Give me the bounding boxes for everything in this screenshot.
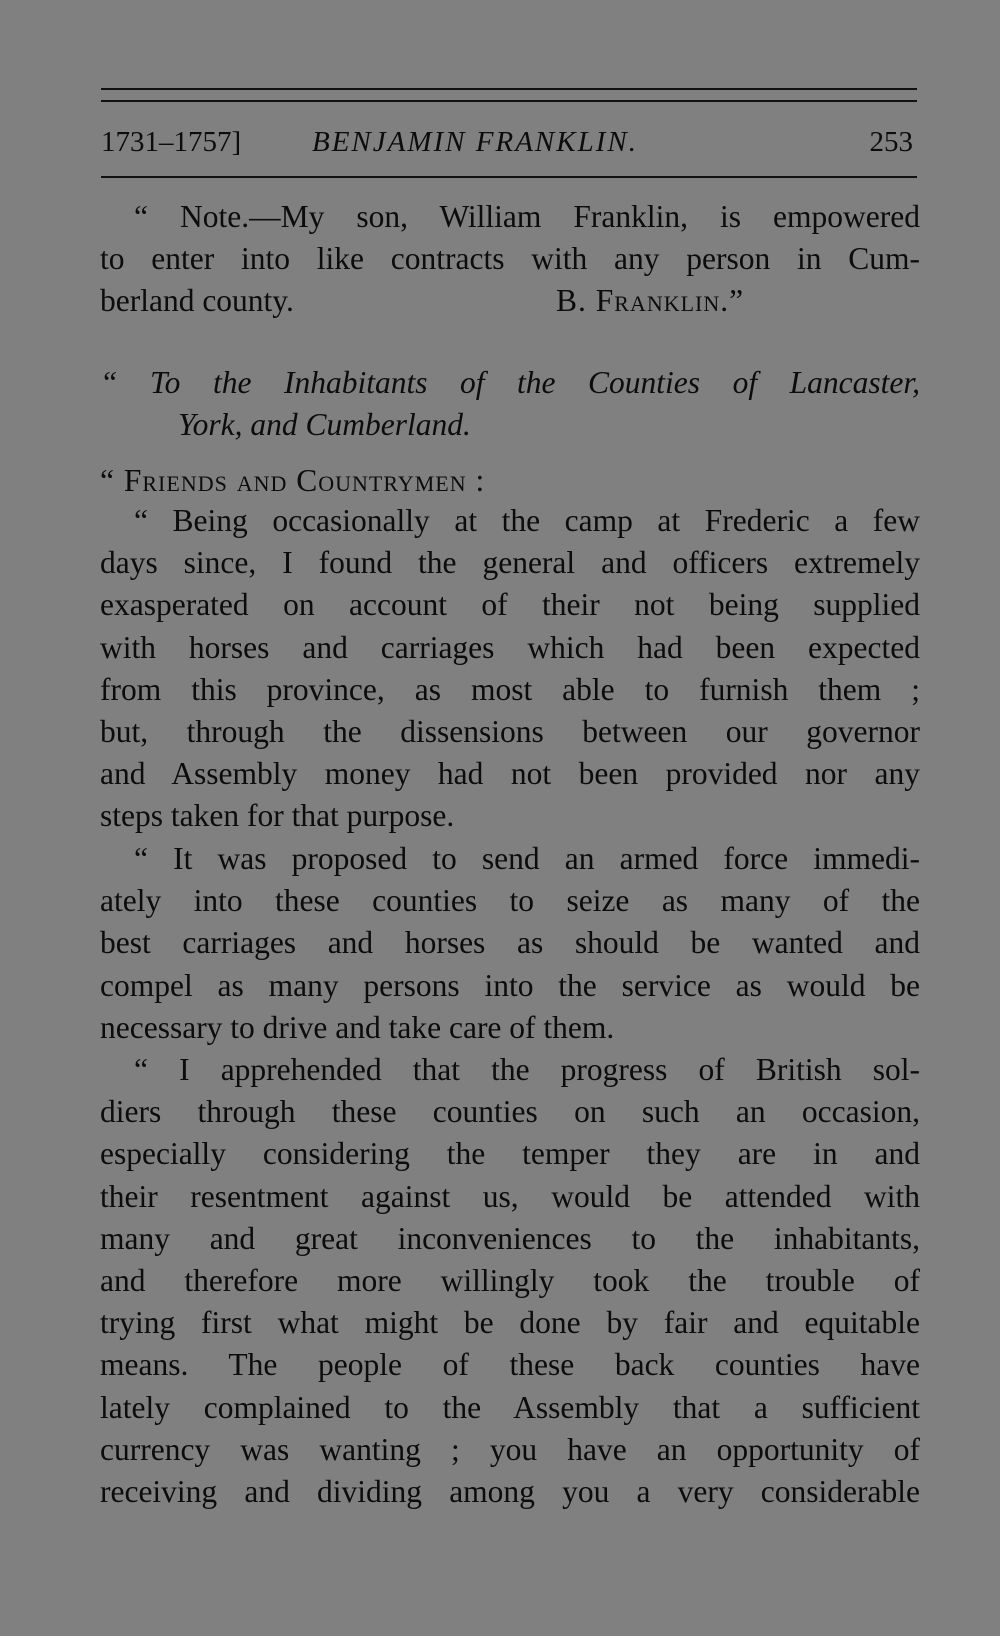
paragraph-line: best carriages and horses as should be wanted and: [100, 925, 920, 961]
paragraph-line: “ I apprehended that the progress of British sol-: [134, 1052, 920, 1087]
paragraph-line: their resentment against us, would be attended with: [100, 1178, 920, 1214]
address-heading: [100, 362, 920, 446]
body-paragraph-2: [100, 838, 920, 1049]
paragraph-line: but, through the dissensions between our governor: [100, 714, 920, 750]
top-rule-secondary: [101, 100, 917, 102]
paragraph-line: and therefore more willingly took the trouble of: [100, 1263, 920, 1299]
paragraph-line: trying first what might be done by fair and equitable: [100, 1305, 920, 1341]
paragraph-line: diers through these counties on such an occasion,: [100, 1094, 920, 1130]
running-head-years: 1731–1757]: [101, 126, 242, 158]
address-heading-line: “ To the Inhabitants of the Counties of Lancaster,: [100, 365, 920, 400]
paragraph-line: from this province, as most able to furnish them ;: [100, 671, 920, 707]
paragraph-line: currency was wanting ; you have an opportunity of: [100, 1431, 920, 1467]
paragraph-line: especially considering the temper they are in and: [100, 1136, 920, 1172]
paragraph-line: many and great inconveniences to the inhabitants,: [100, 1220, 920, 1256]
address-heading-line: York, and Cumberland.: [178, 407, 471, 443]
salutation: “ Friends and Countrymen :: [100, 463, 486, 498]
paragraph-line: exasperated on account of their not being supplied: [100, 587, 920, 623]
paragraph-line: necessary to drive and take care of them.: [100, 1009, 615, 1045]
paragraph-line: “ It was proposed to send an armed force immedi-: [134, 841, 920, 876]
note-paragraph: [100, 196, 920, 323]
body-paragraph-1: [100, 500, 920, 838]
paragraph-line: lately complained to the Assembly that a sufficient: [100, 1389, 920, 1425]
paragraph-line: compel as many persons into the service as would be: [100, 967, 920, 1003]
paragraph-line: “ Being occasionally at the camp at Frederic a few: [134, 503, 920, 538]
note-line: berland county.: [100, 283, 294, 319]
header-rule: [101, 176, 917, 178]
note-line: to enter into like contracts with any person in Cum-: [100, 241, 920, 277]
paragraph-line: days since, I found the general and officers extremely: [100, 545, 920, 581]
paragraph-line: receiving and dividing among you a very considerable: [100, 1474, 920, 1510]
paragraph-line: with horses and carriages which had been expected: [100, 629, 920, 665]
running-head: [101, 122, 917, 162]
paragraph-line: and Assembly money had not been provided nor any: [100, 756, 920, 792]
top-rule: [101, 88, 917, 90]
paragraph-line: steps taken for that purpose.: [100, 798, 455, 834]
note-line: “ Note.—My son, William Franklin, is empowered: [134, 199, 920, 234]
paragraph-line: means. The people of these back counties have: [100, 1347, 920, 1383]
body-paragraph-3: [100, 1049, 920, 1513]
running-head-title: BENJAMIN FRANKLIN.: [312, 126, 638, 158]
paragraph-line: ately into these counties to seize as many of the: [100, 883, 920, 919]
page-number: 253: [869, 126, 913, 158]
note-signature: B. Franklin.”: [556, 283, 745, 318]
